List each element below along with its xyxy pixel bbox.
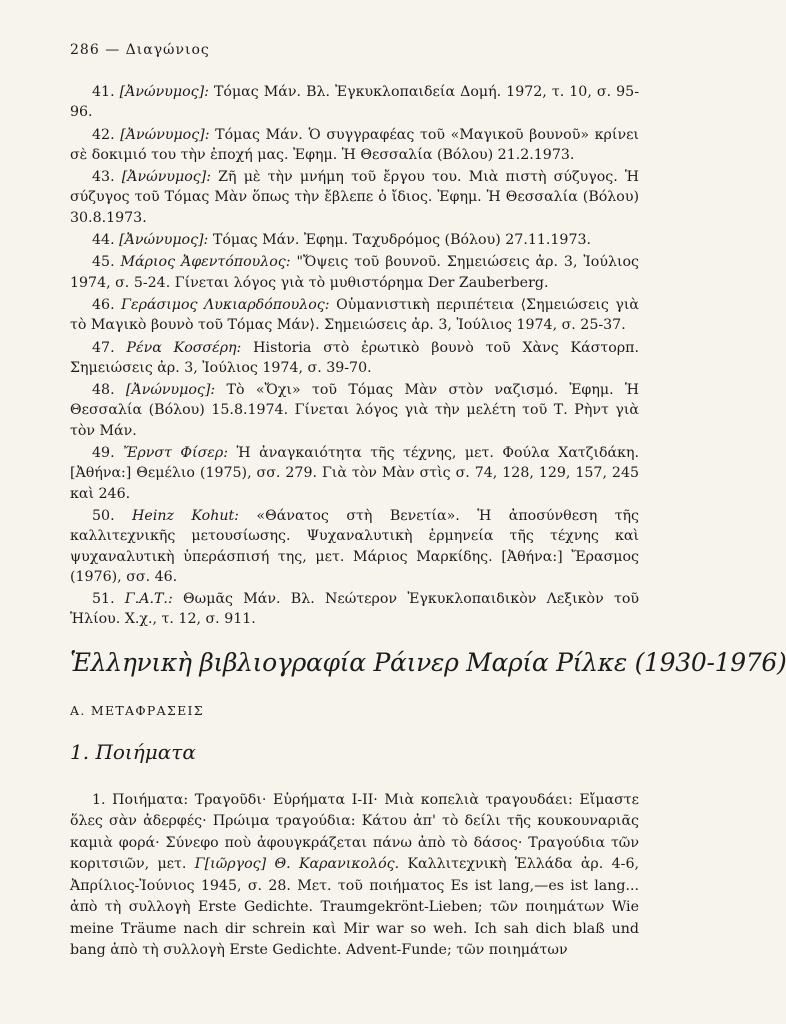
reference-author: [Ἀνώνυμος]: [125, 382, 216, 399]
reference-text: «Θάνατος στὴ Βενετία». Ἡ ἀποσύνθεση τῆς καλλιτεχνικῆς μετουσίωσης. Ψυχαναλυτικὴ ἑρμηνεία τῆς τέχνης καὶ ψυχαναλυτικὴ ὑπεράσπισή της, μετ. Μάριος Μαρκίδης. [Ἀθήνα:] Ἔρασμος (1976), σσ. 46. [70, 507, 639, 585]
reference-entry: 45. Μάριος Ἀφεντόπουλος: "Ὄψεις τοῦ βουνοῦ. Σημειώσεις ἀρ. 3, Ἰούλιος 1974, σ. 5-24. Γίνεται λόγος γιὰ τὸ μυθιστόρημα Der Zauberberg. [70, 254, 639, 291]
reference-text: "Ὄψεις τοῦ βουνοῦ. Σημειώσεις ἀρ. 3, Ἰούλιος 1974, σ. 5-24. Γίνεται λόγος γιὰ τὸ μυθιστόρημα Der Zauberberg. [70, 254, 639, 291]
reference-author: Ρένα Κοσσέρη: [126, 339, 242, 356]
reference-author: [Ἀνώνυμος]: [121, 169, 211, 186]
reference-author: Ἔρνστ Φίσερ: [123, 445, 229, 462]
reference-author: Μάριος Ἀφεντόπουλος: [120, 254, 291, 271]
reference-text: Τόμας Μάν. Βλ. Ἐγκυκλοπαιδεία Δομή. 1972, τ. 10, σ. 95-96. [70, 84, 639, 121]
reference-entry: 47. Ρένα Κοσσέρη: Historia στὸ ἐρωτικὸ βουνὸ τοῦ Χὰνς Κάστορπ. Σημειώσεις ἀρ. 3, Ἰούλιος 1974, σ. 39-70. [70, 339, 639, 376]
subsection-title: 1. Ποιήματα [70, 739, 196, 764]
reference-author: [Ἀνώνυμος]: [119, 84, 209, 100]
reference-author: [Ἀνώνυμος]: [120, 126, 210, 143]
page-number: 286 [70, 42, 100, 58]
reference-entry: 41. [Ἀνώνυμος]: Τόμας Μάν. Βλ. Ἐγκυκλοπαιδεία Δομή. 1972, τ. 10, σ. 95-96. [70, 84, 639, 121]
reference-text: Τὸ «Ὄχι» τοῦ Τόμας Μὰν στὸν ναζισμό. Ἐφημ. Ἡ Θεσσαλία (Βόλου) 15.8.1974. Γίνεται λόγος γιὰ τὴν μελέτη τοῦ Τ. Ρὴντ γιὰ τὸν Μάν. [70, 382, 639, 439]
reference-entry: 50. Heinz Kohut: «Θάνατος στὴ Βενετία». Ἡ ἀποσύνθεση τῆς καλλιτεχνικῆς μετουσίωσης. Ψυχαναλυτικὴ ἑρμηνεία τῆς τέχνης καὶ ψυχαναλυτικὴ ὑπεράσπισή της, μετ. Μάριος Μαρκίδης. [Ἀθήνα:] Ἔρασμος (1976), σσ. 46. [70, 507, 639, 585]
reference-author: Heinz Kohut: [132, 507, 239, 524]
subsection-label: Α. ΜΕΤΑΦΡΑΣΕΙΣ [70, 702, 204, 718]
reference-entry: 49. Ἔρνστ Φίσερ: Ἡ ἀναγκαιότητα τῆς τέχνης, μετ. Φούλα Χατζιδάκη. [Ἀθήνα:] Θεμέλιο (1975), σσ. 279. Γιὰ τὸν Μὰν στὶς σ. 74, 128, 129, 157, 245 καὶ 246. [70, 445, 640, 502]
reference-author: Γ.Α.Τ.: [124, 591, 173, 608]
reference-text: Τόμας Μάν. Ἐφημ. Ταχυδρόμος (Βόλου) 27.11.1973. [212, 232, 592, 249]
reference-entry: 51. Γ.Α.Τ.: Θωμᾶς Μάν. Βλ. Νεώτερον Ἐγκυκλοπαιδικὸν Λεξικὸν τοῦ Ἡλίου. Χ.χ., τ. 12, σ. 911. [70, 591, 639, 628]
running-header [70, 42, 639, 58]
reference-author: Γεράσιμος Λυκιαρδόπουλος: [121, 296, 330, 313]
translator-name: Γ[ιῶργος] Θ. Καρανικολός. [194, 856, 400, 873]
reference-entry: 43. [Ἀνώνυμος]: Ζῆ μὲ τὴν μνήμη τοῦ ἔργου του. Μιὰ πιστὴ σύζυγος. Ἡ σύζυγος τοῦ Τόμας Μὰν ὅπως τὴν ἔβλεπε ὁ ἴδιος. Ἐφημ. Ἡ Θεσσαλία (Βόλου) 30.8.1973. [70, 169, 639, 226]
section-title: Ἑλληνικὴ βιβλιογραφία Ράινερ Μαρία Ρίλκε (1930-1976) [70, 647, 786, 677]
reference-text: Θωμᾶς Μάν. Βλ. Νεώτερον Ἐγκυκλοπαιδικὸν Λεξικὸν τοῦ Ἡλίου. Χ.χ., τ. 12, σ. 911. [70, 591, 639, 628]
reference-entry: 44. [Ἀνώνυμος]: Τόμας Μάν. Ἐφημ. Ταχυδρόμος (Βόλου) 27.11.1973. [92, 232, 592, 249]
reference-author: [Ἀνώνυμος]: [119, 232, 209, 249]
reference-text: Historia στὸ ἐρωτικὸ βουνὸ τοῦ Χὰνς Κάστορπ. Σημειώσεις ἀρ. 3, Ἰούλιος 1974, σ. 39-70. [70, 339, 639, 376]
reference-text: Τόμας Μάν. Ὁ συγγραφέας τοῦ «Μαγικοῦ βουνοῦ» κρίνει σὲ δοκιμιό του τὴν ἐποχή μας. Ἐφημ. Ἡ Θεσσαλία (Βόλου) 21.2.1973. [70, 126, 639, 163]
reference-entry: 46. Γεράσιμος Λυκιαρδόπουλος: Οὑμανιστικὴ περιπέτεια ⟨Σημειώσεις γιὰ τὸ Μαγικὸ βουνὸ τοῦ Τόμας Μάν⟩. Σημειώσεις ἀρ. 3, Ἰούλιος 1974, σ. 25-37. [70, 296, 639, 334]
reference-text: Οὑμανιστικὴ περιπέτεια ⟨Σημειώσεις γιὰ τὸ Μαγικὸ βουνὸ τοῦ Τόμας Μάν⟩. Σημειώσεις ἀρ. 3, Ἰούλιος 1974, σ. 25-37. [70, 296, 639, 334]
reference-entry: 42. [Ἀνώνυμος]: Τόμας Μάν. Ὁ συγγραφέας τοῦ «Μαγικοῦ βουνοῦ» κρίνει σὲ δοκιμιό του τὴν ἐποχή μας. Ἐφημ. Ἡ Θεσσαλία (Βόλου) 21.2.1973. [70, 126, 639, 163]
reference-text: Ἡ ἀναγκαιότητα τῆς τέχνης, μετ. Φούλα Χατζιδάκη. [Ἀθήνα:] Θεμέλιο (1975), σσ. 279. Γιὰ τὸν Μὰν στὶς σ. 74, 128, 129, 157, 245 καὶ 246. [70, 445, 640, 502]
reference-text: Ζῆ μὲ τὴν μνήμη τοῦ ἔργου του. Μιὰ πιστὴ σύζυγος. Ἡ σύζυγος τοῦ Τόμας Μὰν ὅπως τὴν ἔβλεπε ὁ ἴδιος. Ἐφημ. Ἡ Θεσσαλία (Βόλου) 30.8.1973. [70, 169, 639, 226]
reference-entry: 48. [Ἀνώνυμος]: Τὸ «Ὄχι» τοῦ Τόμας Μὰν στὸν ναζισμό. Ἐφημ. Ἡ Θεσσαλία (Βόλου) 15.8.1974. Γίνεται λόγος γιὰ τὴν μελέτη τοῦ Τ. Ρὴντ γιὰ τὸν Μάν. [70, 382, 639, 439]
body-paragraph: 1. Ποιήματα: Τραγοῦδι· Εὑρήματα Ι-ΙΙ· Μιὰ κοπελιὰ τραγουδάει: Εἴμαστε ὅλες σὰν ἀδερφές· Πρώιμα τραγούδια: Κάτου ἀπ' τὸ δείλι τῆς κουκουναριᾶς καμιὰ φορά· Σύνεφο ποὺ ἀφουγκράζεται πάνω ἀπὸ τὸ δάσος· Τραγούδια τῶν κοριτσιῶν, μετ. Γ[ιῶργος] Θ. Καρανικολός. Καλλιτεχνικὴ Ἑλλάδα ἀρ. 4-6, Ἀπρίλιος-Ἰούνιος 1945, σ. 28. Μετ. τοῦ ποιήματος Es ist lang,—es ist lang... ἀπὸ τὴ συλλογὴ Erste Gedichte. Traumgekrönt-Lieben; τῶν ποιημάτων Wie meine Träume nach dir schrein καὶ Mir war so weh. Ich sah dich blaß und bang ἀπὸ τὴ συλλογὴ Erste Gedichte. Advent-Funde; τῶν ποιημάτων [70, 791, 639, 959]
reference-list [70, 82, 639, 630]
running-title: — Διαγώνιος [105, 42, 210, 58]
